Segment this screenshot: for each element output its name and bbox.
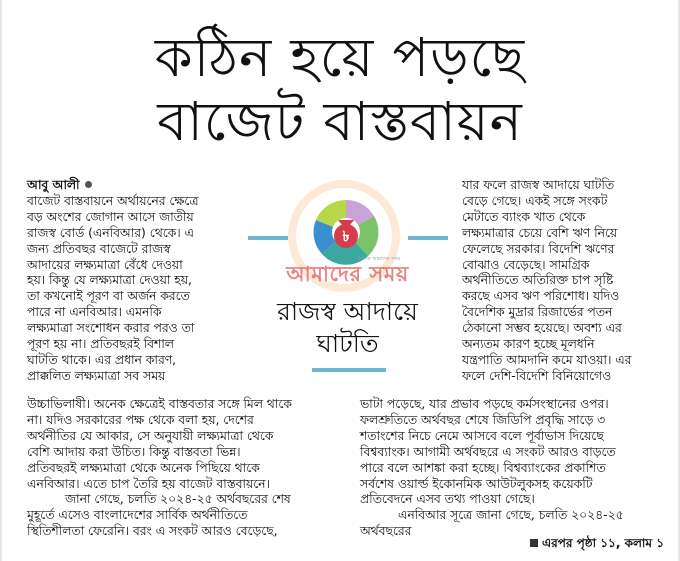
infographic — [240, 172, 455, 397]
infographic-caption — [240, 296, 455, 360]
text-line: হয়। কিন্তু যে লক্ষ্যমাত্রা দেওয়া হয়, — [27, 273, 192, 288]
left-column-text — [27, 194, 244, 385]
bottom-left-column — [27, 397, 352, 540]
bottom-left-para2 — [27, 492, 352, 540]
text-line: ফলশ্রুতিতে অর্থবছর শেষে জিডিপি প্রবৃদ্ধি সাড়ে ৩ — [360, 412, 606, 427]
text-line: করছে এসব ঋণ পরিশোধ। যদিও — [462, 289, 620, 304]
text-line: স্থিতিশীলতা ফেরেনি। বরং এ সংকট আরও বেড়েছে, — [27, 524, 278, 539]
text-line: বেড়ে গেছে। একই সঙ্গে সংকট — [462, 193, 608, 208]
text-line: অন্যতম কারণ হচ্ছে মূলধনি — [462, 337, 595, 352]
infographic-caption-line-1: রাজস্ব আদায়ে — [277, 297, 418, 326]
left-column — [27, 178, 244, 385]
text-line: এনবিআর সূত্রে জানা গেছে, চলতি ২০২৪-২৫ — [398, 508, 624, 523]
text-line: বেশি আদায় করা উচিত। কিন্তু বাস্তবতা ভিন্ন। — [27, 444, 241, 459]
text-line: ফেলেছে সরকার। বিদেশি ঋণের — [462, 241, 615, 256]
text-line: অর্থবছরের — [360, 524, 412, 539]
text-line: তা কখনোই পূরণ বা অর্জন করতে — [27, 289, 190, 304]
right-column — [462, 178, 669, 385]
continuation-note — [530, 535, 664, 555]
top-edge-strip — [0, 0, 680, 6]
text-line: জানা গেছে, চলতি ২০২৪-২৫ অর্থবছরের শেষ — [65, 492, 291, 507]
text-line: মেটাতে ব্যাংক খাত থেকে — [462, 209, 586, 224]
text-line: মুহূর্তে এসেও বাংলাদেশের সার্বিক অর্থনীতিতে — [27, 508, 248, 523]
text-line: শতাংশের নিচে নেমে আসবে বলে পূর্বাভাস দিয়েছে — [360, 428, 604, 443]
bottom-left-text — [27, 397, 352, 492]
text-line: সর্বশেষ ওয়ার্ল্ড ইকোনমিক আউটলুকসহ কয়েকটি — [360, 476, 593, 491]
infographic-caption-line-2: ঘাটতি — [316, 329, 379, 358]
text-line: জন্য প্রতিবছর বাজেটে রাজস্ব — [27, 241, 171, 256]
headline — [0, 26, 680, 154]
taka-symbol: ৳ — [342, 229, 350, 245]
text-line: প্রতিবেদনে এসব তথ্য পাওয়া গেছে। — [360, 492, 535, 507]
text-line: প্রাক্কলিত লক্ষ্যমাত্রা সব সময় — [27, 368, 166, 383]
text-line: রাজস্ব বোর্ড (এনবিআর) থেকে। এ — [27, 225, 194, 240]
text-line: লক্ষ্যমাত্রার চেয়ে বেশি ঋণ নিয়ে — [462, 225, 618, 240]
text-line: আদায়ের লক্ষ্যমাত্রা বেঁধে দেওয়া — [27, 257, 183, 272]
watermark-small: দৈনিক আমাদের সময় — [358, 256, 401, 262]
text-line: ফলে দেশি-বিদেশি বিনিয়োগেও — [462, 368, 612, 383]
accent-line-right — [408, 236, 448, 240]
caption-underline — [312, 368, 386, 372]
text-line: অর্থনীতির যে আকার, সে অনুযায়ী লক্ষ্যমাত্রা থেকে — [27, 428, 274, 443]
right-column-text — [462, 178, 669, 385]
text-line: পারে বলে আশঙ্কা করা হচ্ছে। বিশ্বব্যাংকের প্রকাশিত — [360, 460, 606, 475]
byline-name: আবু আলী — [27, 178, 80, 192]
text-line: পারে না এনবিআর। এমনকি — [27, 305, 162, 320]
bottom-right-column — [360, 397, 669, 540]
text-line: বোঝাও বেড়েছে। সামগ্রিক — [462, 257, 590, 272]
continuation-text: এরপর পৃষ্ঠা ১১, কলাম ১ — [542, 536, 665, 550]
text-line: পূরণ হয় না। প্রতিবছরই বিশাল — [27, 337, 174, 352]
text-line: বাজেট বাস্তবায়নে অর্থায়নের ক্ষেত্রে — [27, 193, 199, 208]
text-line: এনবিআর। এতে চাপ তৈরি হয় বাজেট বাস্তবায়নে। — [27, 476, 270, 491]
square-bullet-icon — [530, 539, 538, 547]
text-line: লক্ষ্যমাত্রা সংশোধন করার পরও তা — [27, 321, 195, 336]
text-line: ভাটা পড়েছে, যার প্রভাব পড়ছে কর্মসংস্থানের ওপর। — [360, 397, 609, 411]
text-line: ঘাটতি থাকে। এর প্রধান কারণ, — [27, 352, 177, 367]
text-line: অর্থনীতিতে অতিরিক্ত চাপ সৃষ্টি — [462, 273, 614, 288]
text-line: উচ্চাভিলাষী। অনেক ক্ষেত্রেই বাস্তবতার সঙ্গে মিল থাকে — [27, 397, 292, 411]
text-line: যন্ত্রপাতি আমদানি কমে যাওয়া। এর — [462, 352, 632, 367]
text-line: বড় অংশের জোগান আসে জাতীয় — [27, 209, 194, 224]
byline — [27, 178, 244, 194]
text-line: প্রতিবছরই লক্ষ্যমাত্রা থেকে অনেক পিছিয়ে থাকে — [27, 460, 260, 475]
text-line: ঠেকানো সম্ভব হয়েছে। অবশ্য এর — [462, 321, 622, 336]
bottom-right-text — [360, 397, 669, 508]
headline-line-2: বাজেট বাস্তবায়ন — [157, 90, 523, 153]
text-line: যার ফলে রাজস্ব আদায়ে ঘাটতি — [462, 178, 615, 192]
accent-line-left — [248, 236, 288, 240]
text-line: বৈদেশিক মুদ্রার রিজার্ভের পতন — [462, 305, 613, 320]
text-line: বিশ্বব্যাংক। আগামী অর্থবছরে এ সংকট আরও বাড়তে — [360, 444, 616, 459]
bullet-icon — [85, 181, 92, 188]
text-line: না। যদিও সরকারের পক্ষ থেকে বলা হয়, দেশের — [27, 412, 254, 427]
watermark-logo: আমাদের সময় — [286, 262, 409, 286]
headline-line-1: কঠিন হয়ে পড়ছে — [154, 26, 526, 89]
